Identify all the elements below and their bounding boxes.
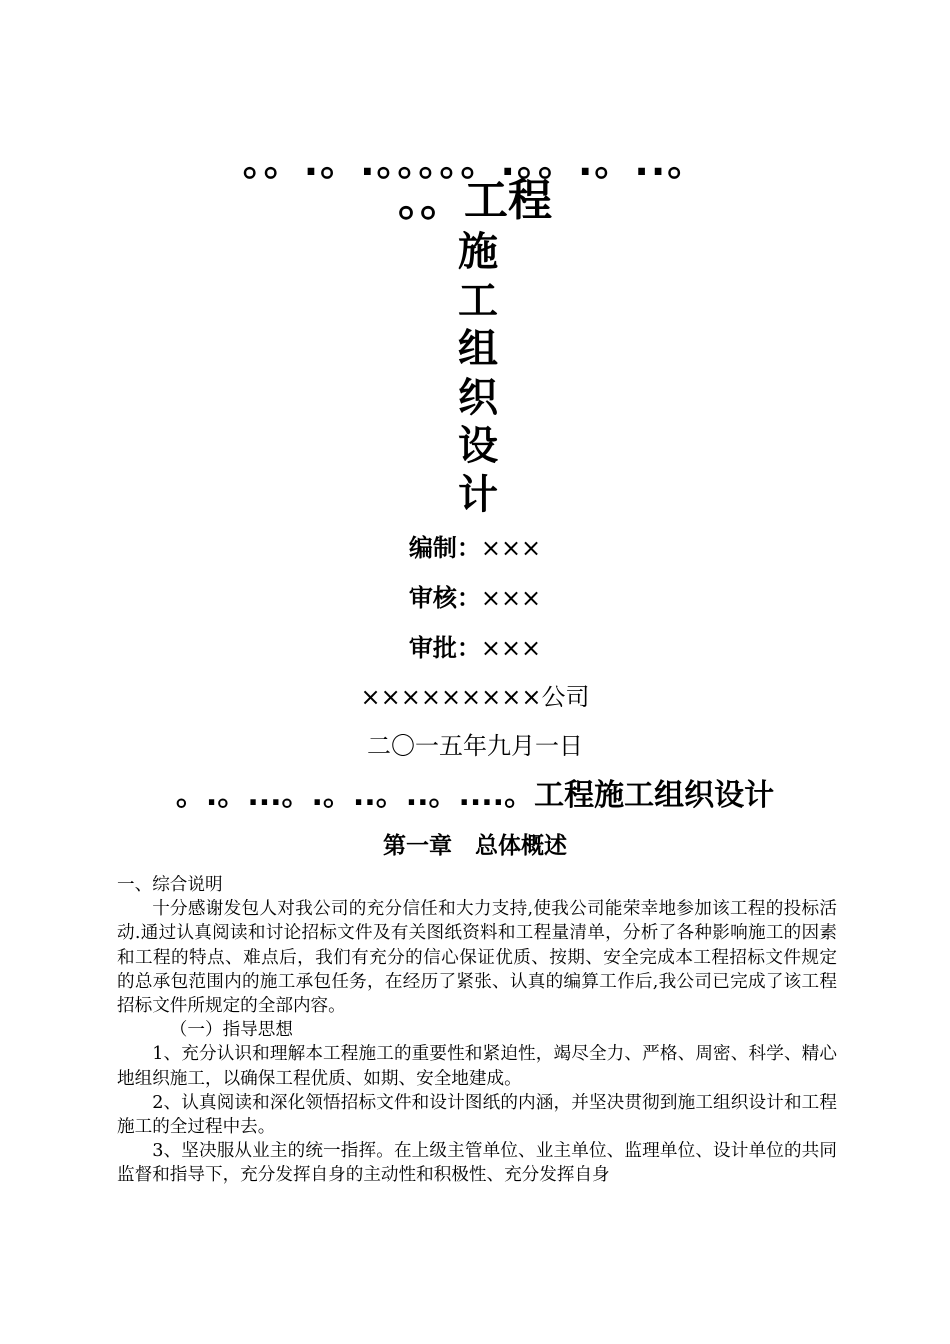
vertical-title-char: 织 xyxy=(458,374,498,421)
list-item: 1、充分认识和理解本工程施工的重要性和紧迫性，竭尽全力、严格、周密、科学、精心地组织施工，以确保工程优质、如期、安全地建成。 xyxy=(117,1044,837,1089)
vertical-title-char: 工 xyxy=(458,277,498,324)
cover-title-line-1: 。。.。.。。。。。.。。.。..。 xyxy=(242,140,708,184)
signature-role: 审批： xyxy=(408,634,481,662)
section-heading: 一、综合说明 xyxy=(117,875,223,895)
company-name: ×××××××××公司 xyxy=(360,683,590,711)
cover-title-line-2: 。。工程 xyxy=(398,175,552,226)
signature-role: 审核： xyxy=(408,584,481,612)
list-item: 2、认真阅读和深化领悟招标文件和设计图纸的内涵，并坚决贯彻到施工组织设计和工程施工的全过程中去。 xyxy=(117,1092,837,1138)
list-item: 3、坚决服从业主的统一指挥。在上级主管单位、业主单位、监理单位、设计单位的共同监督和指导下，充分发挥自身的主动性和积极性、充分发挥自身 xyxy=(117,1141,837,1186)
signature-name: ××× xyxy=(480,534,542,562)
vertical-title-char: 计 xyxy=(458,471,498,518)
signature-name: ××× xyxy=(480,584,542,612)
signature-reviewer xyxy=(0,583,950,613)
signature-name: ××× xyxy=(480,634,542,662)
body-text xyxy=(117,873,837,1188)
vertical-title-char: 设 xyxy=(458,423,498,469)
signature-role: 编制： xyxy=(408,534,481,562)
intro-paragraph: 十分感谢发包人对我公司的充分信任和大力支持,使我公司能荣幸地参加该工程的投标活动.通过认真阅读和讨论招标文件及有关图纸资料和工程量清单，分析了各种影响施工的因素和工程的特点、难点后，我们有充分的信心保证优质、按期、安全完成本工程招标文件规定的总承包范围内的施工承包任务，在经历了紧张、认真的编算工作后,我公司已完成了该工程招标文件所规定的全部内容。 xyxy=(117,899,837,1017)
vertical-title-char: 施 xyxy=(458,229,498,275)
document-heading: 。.。...。.。..。..。....。工程施工组织设计 xyxy=(175,778,775,813)
cover-vertical-title xyxy=(448,228,508,519)
chapter-title: 第一章 总体概述 xyxy=(383,833,567,859)
document-date: 二〇一五年九月一日 xyxy=(367,732,583,760)
vertical-title-char: 组 xyxy=(458,326,498,372)
subsection-heading: （一）指导思想 xyxy=(169,1020,293,1041)
signature-compiler xyxy=(0,533,950,563)
signature-approver xyxy=(0,633,950,663)
